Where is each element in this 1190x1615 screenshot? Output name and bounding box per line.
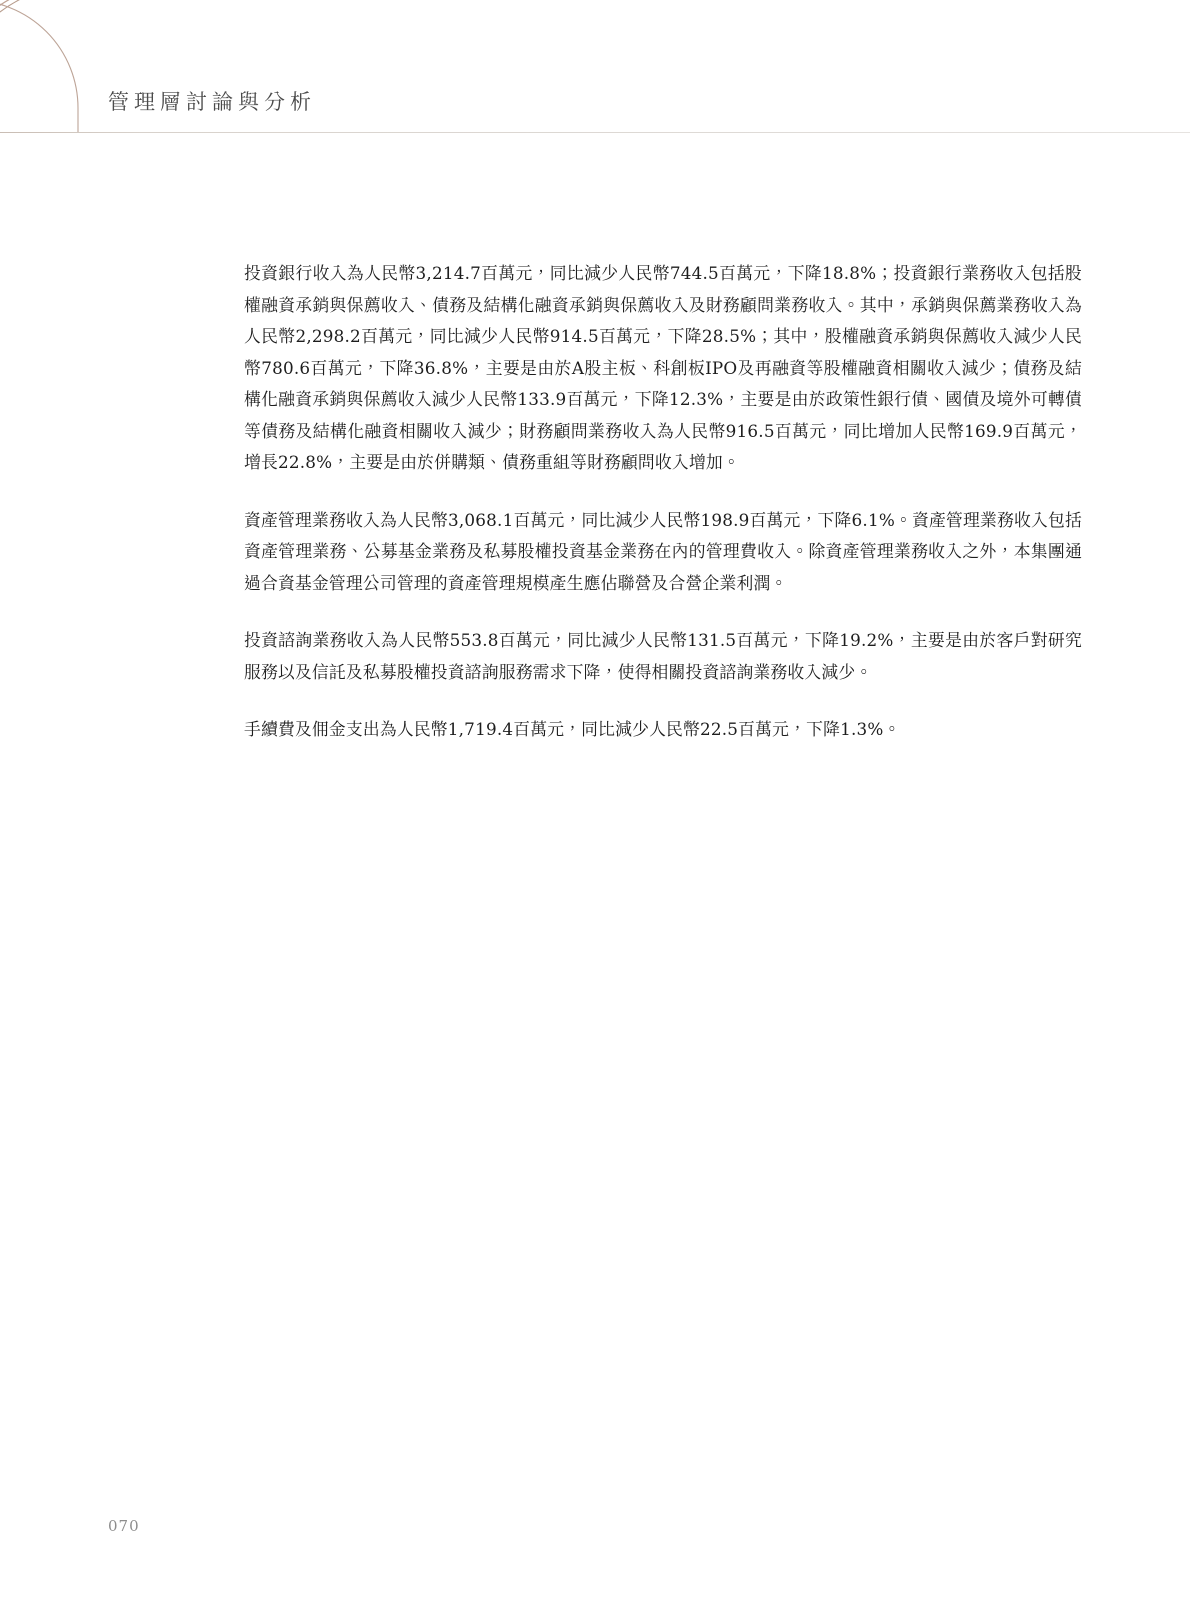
paragraph-asset-management: 資產管理業務收入為人民幣3,068.1百萬元，同比減少人民幣198.9百萬元，下降6.1%。資產管理業務收入包括資產管理業務、公募基金業務及私募股權投資基金業務在內的管理費收入。除資產管理業務收入之外，本集團通過合資基金管理公司管理的資產管理規模產生應佔聯營及合營企業利潤。 xyxy=(244,509,1082,593)
page-title: 管理層討論與分析 xyxy=(108,90,316,114)
paragraph-fee-commission-expense: 手續費及佣金支出為人民幣1,719.4百萬元，同比減少人民幣22.5百萬元，下降1.3%。 xyxy=(244,719,901,739)
header-divider xyxy=(0,132,1190,133)
paragraph-investment-banking: 投資銀行收入為人民幣3,214.7百萬元，同比減少人民幣744.5百萬元，下降18.8%；投資銀行業務收入包括股權融資承銷與保薦收入、債務及結構化融資承銷與保薦收入及財務顧問業務收入。其中，承銷與保薦業務收入為人民幣2,298.2百萬元，同比減少人民幣914.5百萬元，下降28.5%；其中，股權融資承銷與保薦收入減少人民幣780.6百萬元，下降36.8%，主要是由於A股主板、科創板IPO及再融資等股權融資相關收入減少；債務及結構化融資承銷與保薦收入減少人民幣133.9百萬元，下降12.3%，主要是由於政策性銀行債、國債及境外可轉債等債務及結構化融資相關收入減少；財務顧問業務收入為人民幣916.5百萬元，同比增加人民幣169.9百萬元，增長22.8%，主要是由於併購類、債務重組等財務顧問收入增加。 xyxy=(244,263,1082,472)
paragraph-investment-advisory: 投資諮詢業務收入為人民幣553.8百萬元，同比減少人民幣131.5百萬元，下降19.2%，主要是由於客戶對研究服務以及信託及私募股權投資諮詢服務需求下降，使得相關投資諮詢業務收入減少。 xyxy=(244,630,1082,682)
document-body xyxy=(244,258,1082,746)
page-header xyxy=(0,0,1190,138)
page-number: 070 xyxy=(108,1517,140,1535)
arc-swoosh-decoration xyxy=(0,0,230,140)
